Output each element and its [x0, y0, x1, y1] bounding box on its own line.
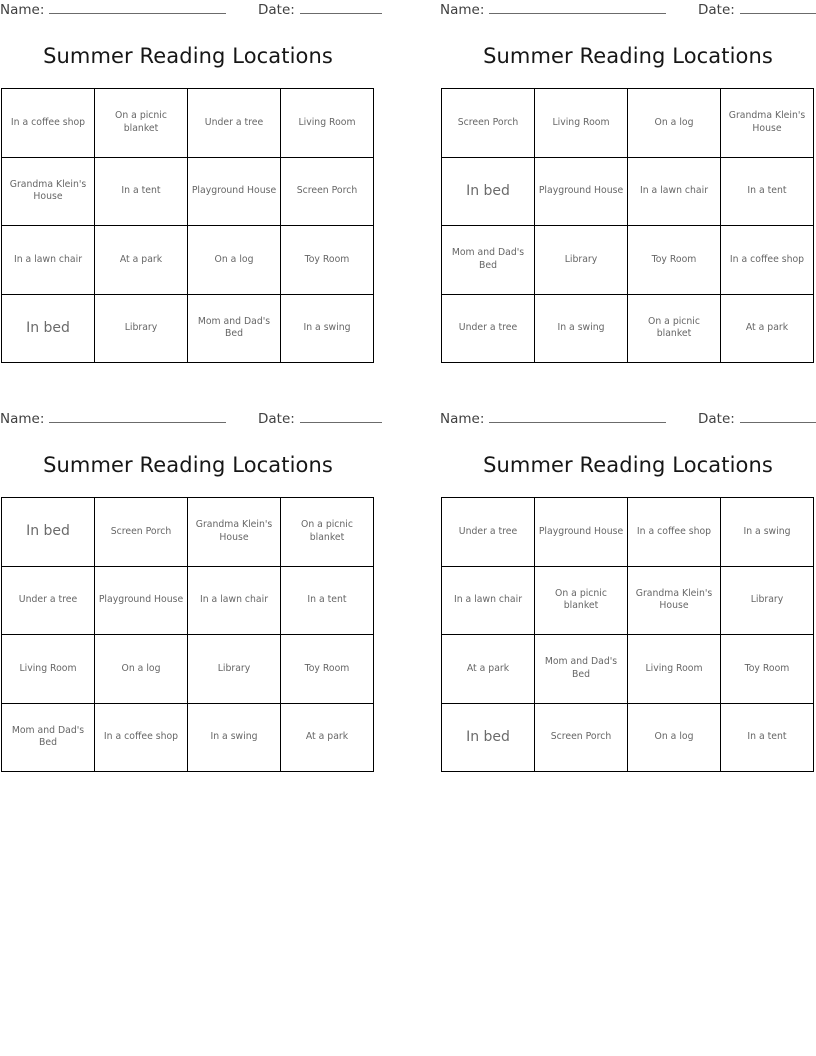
bingo-cell-free-space[interactable]: In bed: [442, 158, 535, 227]
bingo-cell[interactable]: At a park: [442, 635, 535, 704]
bingo-cell[interactable]: On a picnic blanket: [281, 498, 374, 567]
name-date-row: [440, 409, 816, 431]
bingo-cell-free-space[interactable]: In bed: [442, 704, 535, 773]
bingo-grid: [441, 88, 814, 363]
bingo-cell[interactable]: Playground House: [95, 567, 188, 636]
bingo-cell[interactable]: Living Room: [535, 89, 628, 158]
bingo-cell[interactable]: Grandma Klein's House: [721, 89, 814, 158]
card-title: Summer Reading Locations: [43, 44, 333, 68]
bingo-cell[interactable]: Under a tree: [442, 295, 535, 364]
date-blank-line[interactable]: [300, 0, 382, 14]
bingo-cell[interactable]: Library: [535, 226, 628, 295]
bingo-cell[interactable]: Playground House: [535, 498, 628, 567]
date-field[interactable]: [258, 0, 382, 19]
bingo-cell[interactable]: Toy Room: [281, 635, 374, 704]
bingo-cell[interactable]: At a park: [281, 704, 374, 773]
name-label: Name:: [0, 411, 45, 427]
bingo-cell[interactable]: In a tent: [95, 158, 188, 227]
date-field[interactable]: [698, 409, 816, 428]
bingo-card-top-right: [440, 0, 816, 340]
name-date-row: [0, 0, 376, 22]
bingo-cell[interactable]: Toy Room: [628, 226, 721, 295]
bingo-cell[interactable]: Toy Room: [281, 226, 374, 295]
date-field[interactable]: [698, 0, 816, 19]
bingo-cell[interactable]: Playground House: [535, 158, 628, 227]
bingo-cell[interactable]: On a picnic blanket: [95, 89, 188, 158]
bingo-cell[interactable]: In a swing: [535, 295, 628, 364]
bingo-cell[interactable]: At a park: [721, 295, 814, 364]
bingo-cell[interactable]: Under a tree: [188, 89, 281, 158]
name-label: Name:: [440, 411, 485, 427]
name-blank-line[interactable]: [489, 409, 666, 423]
name-field[interactable]: [0, 409, 226, 428]
name-field[interactable]: [440, 409, 666, 428]
bingo-cell[interactable]: On a picnic blanket: [535, 567, 628, 636]
card-title: Summer Reading Locations: [483, 44, 773, 68]
date-label: Date:: [258, 2, 295, 18]
date-field[interactable]: [258, 409, 382, 428]
bingo-grid: [1, 497, 374, 772]
bingo-cell[interactable]: Library: [95, 295, 188, 364]
bingo-cell[interactable]: Under a tree: [2, 567, 95, 636]
bingo-cell[interactable]: In a swing: [721, 498, 814, 567]
date-blank-line[interactable]: [300, 409, 382, 423]
bingo-cell[interactable]: In a tent: [721, 158, 814, 227]
card-title: Summer Reading Locations: [483, 453, 773, 477]
bingo-cell[interactable]: On a log: [628, 704, 721, 773]
name-date-row: [0, 409, 376, 431]
bingo-cell[interactable]: Mom and Dad's Bed: [535, 635, 628, 704]
bingo-cell[interactable]: Library: [721, 567, 814, 636]
bingo-cell[interactable]: At a park: [95, 226, 188, 295]
bingo-cell[interactable]: In a coffee shop: [628, 498, 721, 567]
name-field[interactable]: [0, 0, 226, 19]
bingo-cell[interactable]: Living Room: [281, 89, 374, 158]
name-field[interactable]: [440, 0, 666, 19]
date-label: Date:: [698, 2, 735, 18]
bingo-card-bottom-left: [0, 409, 376, 749]
bingo-cell[interactable]: On a log: [628, 89, 721, 158]
bingo-cell[interactable]: In a coffee shop: [95, 704, 188, 773]
date-blank-line[interactable]: [740, 409, 816, 423]
bingo-cell-free-space[interactable]: In bed: [2, 295, 95, 364]
bingo-cell[interactable]: In a swing: [188, 704, 281, 773]
date-label: Date:: [258, 411, 295, 427]
bingo-cell[interactable]: In a tent: [721, 704, 814, 773]
bingo-cell[interactable]: Mom and Dad's Bed: [2, 704, 95, 773]
bingo-cell[interactable]: In a lawn chair: [628, 158, 721, 227]
bingo-cell[interactable]: Mom and Dad's Bed: [442, 226, 535, 295]
bingo-cell[interactable]: In a coffee shop: [2, 89, 95, 158]
name-blank-line[interactable]: [489, 0, 666, 14]
bingo-card-bottom-right: [440, 409, 816, 745]
bingo-cell[interactable]: In a lawn chair: [188, 567, 281, 636]
bingo-cell[interactable]: Library: [188, 635, 281, 704]
bingo-cell[interactable]: Grandma Klein's House: [628, 567, 721, 636]
bingo-grid: [1, 88, 374, 363]
bingo-cell[interactable]: Screen Porch: [95, 498, 188, 567]
bingo-cell-free-space[interactable]: In bed: [2, 498, 95, 567]
name-label: Name:: [440, 2, 485, 18]
bingo-cell[interactable]: Grandma Klein's House: [188, 498, 281, 567]
bingo-cell[interactable]: In a tent: [281, 567, 374, 636]
card-title: Summer Reading Locations: [43, 453, 333, 477]
date-blank-line[interactable]: [740, 0, 816, 14]
bingo-cell[interactable]: On a log: [95, 635, 188, 704]
date-label: Date:: [698, 411, 735, 427]
bingo-cell[interactable]: In a lawn chair: [2, 226, 95, 295]
bingo-grid: [441, 497, 814, 772]
bingo-cell[interactable]: On a log: [188, 226, 281, 295]
name-date-row: [440, 0, 816, 22]
bingo-cell[interactable]: Screen Porch: [281, 158, 374, 227]
bingo-cell[interactable]: In a swing: [281, 295, 374, 364]
bingo-cell[interactable]: Under a tree: [442, 498, 535, 567]
bingo-cell[interactable]: Playground House: [188, 158, 281, 227]
name-label: Name:: [0, 2, 45, 18]
bingo-card-top-left: [0, 0, 376, 340]
bingo-cell[interactable]: On a picnic blanket: [628, 295, 721, 364]
bingo-cell[interactable]: Screen Porch: [535, 704, 628, 773]
bingo-cell[interactable]: In a lawn chair: [442, 567, 535, 636]
bingo-cell[interactable]: Living Room: [2, 635, 95, 704]
name-blank-line[interactable]: [49, 409, 226, 423]
bingo-cell[interactable]: Toy Room: [721, 635, 814, 704]
bingo-cell[interactable]: Screen Porch: [442, 89, 535, 158]
bingo-cell[interactable]: Mom and Dad's Bed: [188, 295, 281, 364]
bingo-cell[interactable]: In a coffee shop: [721, 226, 814, 295]
bingo-cell[interactable]: Grandma Klein's House: [2, 158, 95, 227]
name-blank-line[interactable]: [49, 0, 226, 14]
bingo-cell[interactable]: Living Room: [628, 635, 721, 704]
